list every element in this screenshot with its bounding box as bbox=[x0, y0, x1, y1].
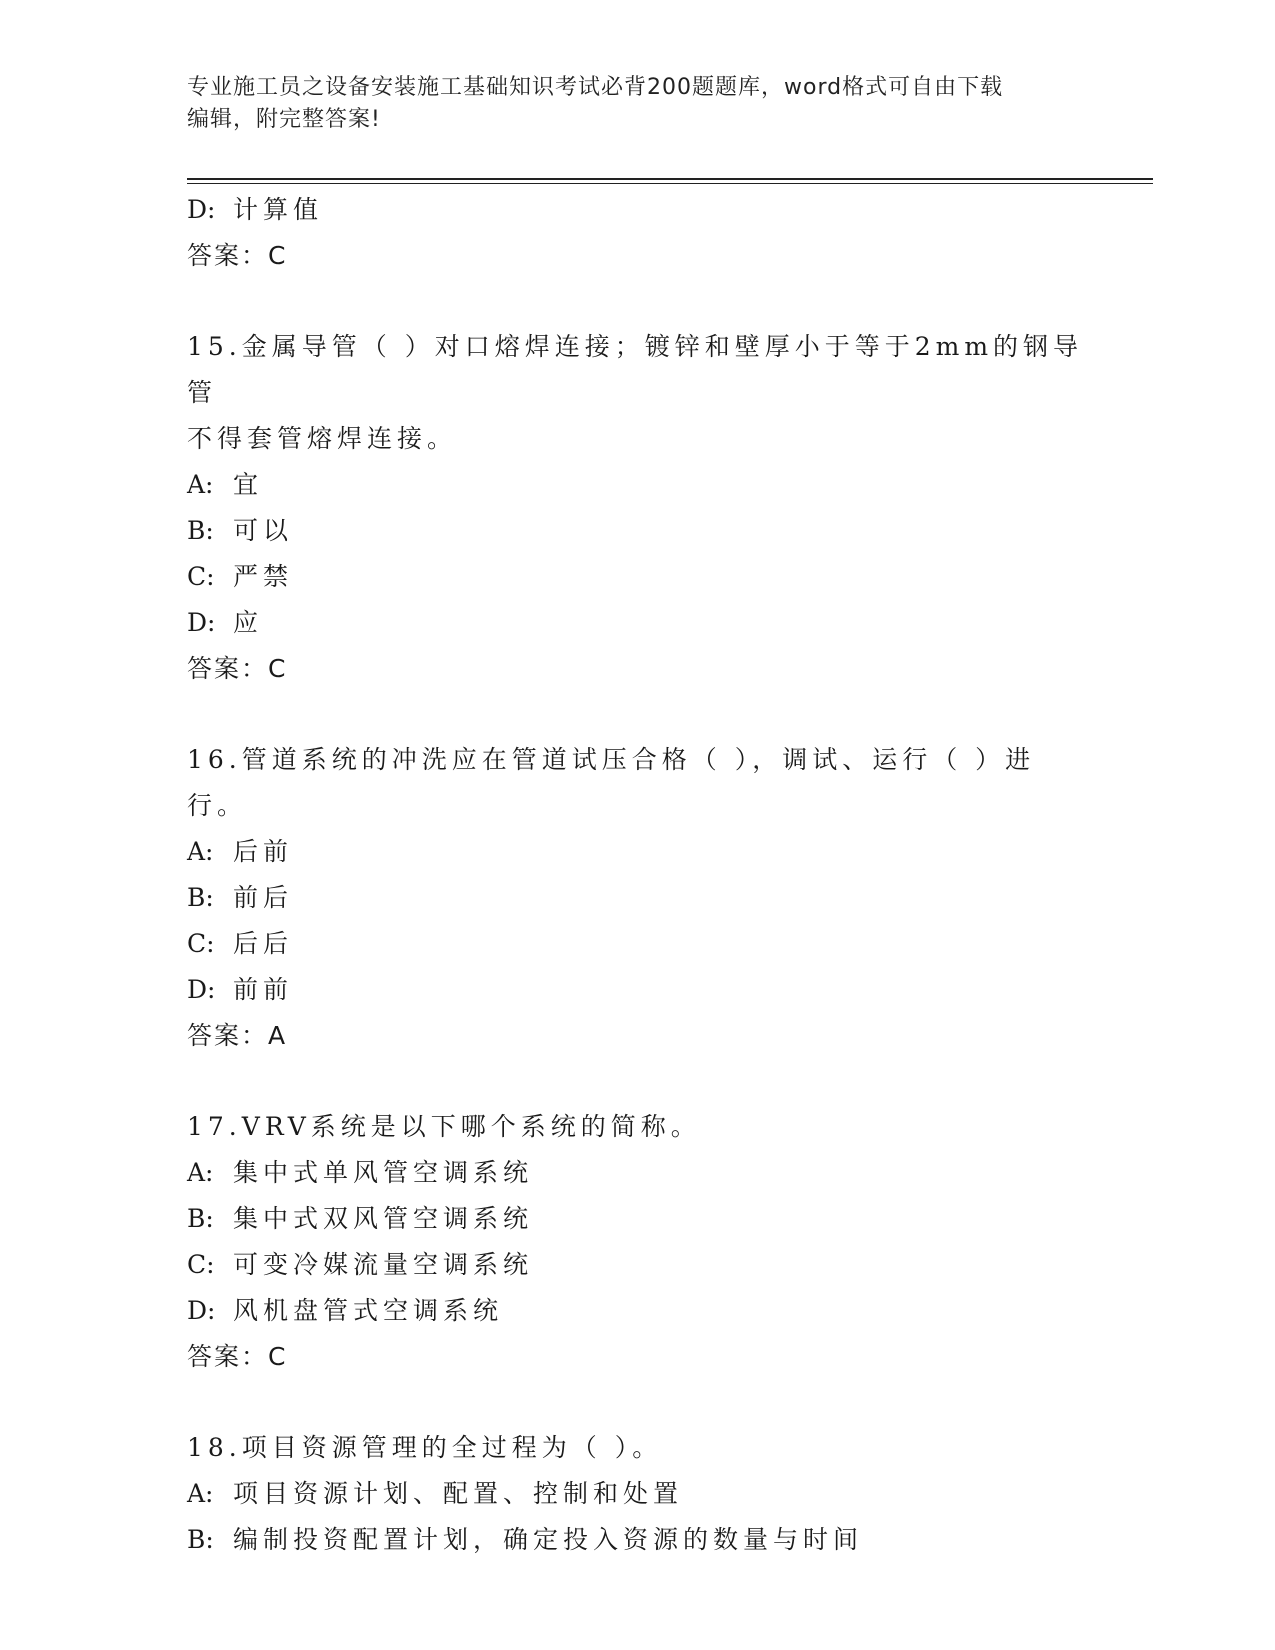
question-stem-line-1: 17.VRV系统是以下哪个系统的简称。 bbox=[187, 1112, 701, 1141]
question-17 bbox=[187, 1104, 1087, 1380]
option-letter: B: bbox=[187, 1204, 214, 1233]
option-text: 可变冷媒流量空调系统 bbox=[233, 1250, 534, 1279]
header-rule-thin bbox=[187, 183, 1153, 184]
header-line-1: 专业施工员之设备安装施工基础知识考试必背200题题库，word格式可自由下载 bbox=[187, 75, 1004, 100]
option-text: 后后 bbox=[233, 929, 294, 958]
question-list bbox=[187, 187, 1087, 1563]
answer-line: 答案：C bbox=[187, 1342, 288, 1371]
question-16 bbox=[187, 737, 1087, 1059]
question-stem-line-1: 18.项目资源管理的全过程为（ ）。 bbox=[187, 1433, 663, 1462]
option-letter: A: bbox=[187, 837, 214, 866]
option-d bbox=[187, 967, 1087, 1013]
question-stem bbox=[187, 1104, 1087, 1150]
question-stem bbox=[187, 1425, 1087, 1471]
option-b bbox=[187, 1196, 1087, 1242]
option-b bbox=[187, 875, 1087, 921]
option-a bbox=[187, 1150, 1087, 1196]
option-letter: D: bbox=[187, 608, 216, 637]
option-text: 项目资源计划、配置、控制和处置 bbox=[233, 1479, 684, 1508]
question-15 bbox=[187, 324, 1087, 692]
option-text: 严禁 bbox=[233, 562, 294, 591]
header-line-2: 编辑，附完整答案! bbox=[187, 107, 381, 132]
option-letter: C: bbox=[187, 562, 215, 591]
option-text: 可以 bbox=[233, 516, 294, 545]
option-b bbox=[187, 508, 1087, 554]
option-text: 前后 bbox=[233, 883, 294, 912]
option-d bbox=[187, 187, 1087, 233]
option-text: 宜 bbox=[233, 470, 264, 499]
option-letter: D: bbox=[187, 1296, 216, 1325]
option-letter: C: bbox=[187, 1250, 215, 1279]
question-stem-line-2: 不得套管熔焊连接。 bbox=[187, 424, 458, 453]
header-rule-thick bbox=[187, 178, 1153, 180]
option-c bbox=[187, 554, 1087, 600]
option-c bbox=[187, 1242, 1087, 1288]
document-header bbox=[187, 72, 1087, 136]
option-a bbox=[187, 829, 1087, 875]
option-text: 编制投资配置计划，确定投入资源的数量与时间 bbox=[233, 1525, 864, 1554]
option-a bbox=[187, 1471, 1087, 1517]
answer-line: 答案：C bbox=[187, 654, 288, 683]
answer-line: 答案：A bbox=[187, 1021, 288, 1050]
option-letter: D: bbox=[187, 195, 216, 224]
option-text: 计算值 bbox=[233, 195, 324, 224]
option-letter: C: bbox=[187, 929, 215, 958]
option-a bbox=[187, 462, 1087, 508]
option-letter: A: bbox=[187, 1158, 214, 1187]
option-letter: D: bbox=[187, 975, 216, 1004]
option-text: 后前 bbox=[233, 837, 294, 866]
answer-line: 答案：C bbox=[187, 241, 288, 270]
option-d bbox=[187, 600, 1087, 646]
option-letter: A: bbox=[187, 470, 214, 499]
option-letter: B: bbox=[187, 1525, 214, 1554]
question-stem bbox=[187, 737, 1087, 829]
question-stem bbox=[187, 324, 1087, 462]
option-letter: A: bbox=[187, 1479, 214, 1508]
option-text: 集中式双风管空调系统 bbox=[233, 1204, 534, 1233]
question-stem-line-1: 15.金属导管（ ）对口熔焊连接；镀锌和壁厚小于等于2mm的钢导管 bbox=[187, 332, 1084, 407]
option-text: 集中式单风管空调系统 bbox=[233, 1158, 534, 1187]
option-c bbox=[187, 921, 1087, 967]
option-letter: B: bbox=[187, 516, 214, 545]
option-letter: B: bbox=[187, 883, 214, 912]
option-text: 应 bbox=[233, 608, 264, 637]
question-18 bbox=[187, 1425, 1087, 1563]
question-stem-line-1: 16.管道系统的冲洗应在管道试压合格（ ），调试、运行（ ）进行。 bbox=[187, 745, 1036, 820]
option-text: 风机盘管式空调系统 bbox=[233, 1296, 504, 1325]
option-text: 前前 bbox=[233, 975, 294, 1004]
option-d bbox=[187, 1288, 1087, 1334]
option-b bbox=[187, 1517, 1087, 1563]
